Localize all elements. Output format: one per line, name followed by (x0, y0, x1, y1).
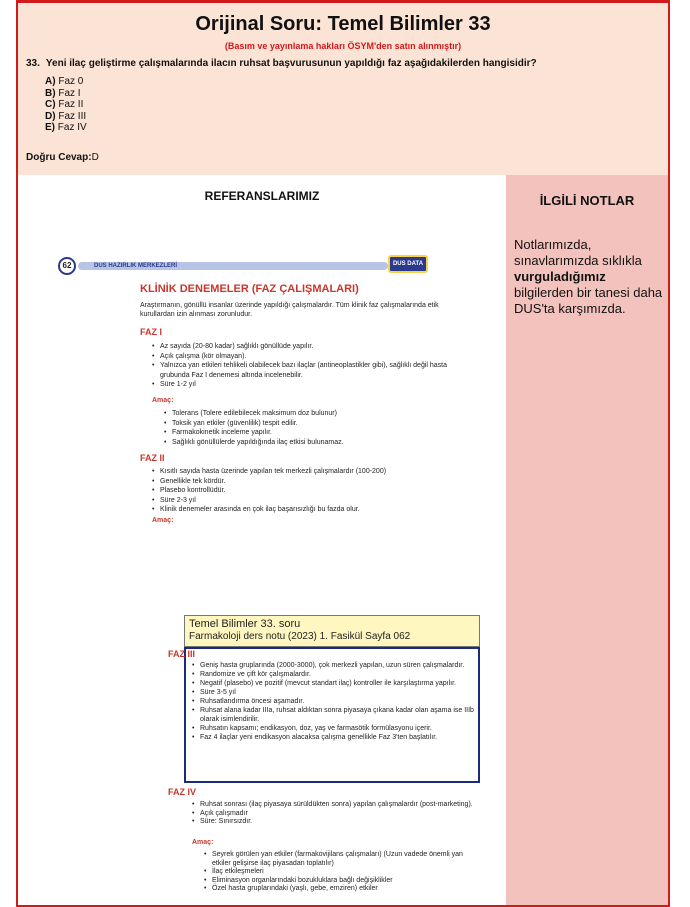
list-item: • Farmakokinetik inceleme yapılır. (164, 428, 454, 438)
option-letter: E) (45, 122, 55, 133)
list-item: • Ruhsatın kapsamı; endikasyon, doz, yaş ve farmasötik formülasyonu içerir. (192, 724, 474, 733)
list-item: • Ruhsat sonrası (ilaç piyasaya sürüldükten sonra) yapılan çalışmalardır (post-marketing). (192, 801, 474, 810)
notes-title: İLGİLİ NOTLAR (539, 193, 635, 208)
textbook-page (58, 255, 474, 892)
option-letter: C) (45, 99, 56, 110)
faz1-goals (164, 409, 454, 447)
list-item: • Açık çalışma (kör olmayan). (152, 352, 452, 362)
list-item: • Eliminasyon organlarındaki bozukluklara bağlı değişiklikler (204, 877, 474, 886)
faz4-goals (204, 851, 474, 894)
faz1-title: FAZ I (140, 327, 162, 337)
reference-callout (184, 615, 480, 647)
correct-answer (26, 152, 99, 163)
notes-text-emphasis: vurguladığımız (514, 269, 606, 284)
list-item: • Ruhsat alana kadar IIIa, ruhsat aldıktan sonra piyasaya çıkana kadar olan aşama ise IIIb olarak isimlendirilir. (192, 706, 474, 724)
page-title: Orijinal Soru: Temel Bilimler 33 (195, 13, 491, 35)
faz1-list (152, 342, 452, 390)
faz2-title: FAZ II (140, 453, 165, 463)
list-item: • Geniş hasta gruplarında (2000-3000), çok merkezli yapılan, uzun süren çalışmalardır. (192, 661, 474, 670)
notes-text (514, 237, 664, 317)
option-letter: A) (45, 76, 56, 87)
option-letter: D) (45, 110, 56, 122)
list-item: • Özel hasta gruplarındaki (yaşlı, gebe, emziren) etkiler (204, 885, 474, 894)
faz4-title: FAZ IV (168, 787, 197, 797)
list-item: • Kısıtlı sayıda hasta üzerinde yapılan tek merkezli çalışmalardır (100-200) (152, 467, 452, 477)
list-item: • Plasebo kontrollüdür. (152, 486, 452, 496)
option-text: Faz I (58, 87, 81, 99)
question-section (18, 3, 668, 175)
page-frame (16, 0, 670, 907)
list-item: • Randomize ve çift kör çalışmalardır. (192, 670, 474, 679)
faz2-goal-label: Amaç: (152, 517, 174, 524)
list-item: • Açık çalışmadır (192, 810, 474, 819)
faz2-list (152, 467, 452, 515)
question-text (26, 58, 537, 69)
answer-options (45, 76, 87, 134)
faz4-goal-label: Amaç: (192, 839, 214, 846)
list-item: • Yalnızca yan etkileri tehlikeli olabilecek bazı ilaçlar (antineoplastikler gibi), sağlıklı değil hasta grubunda Faz I denemesi altında incelenebilir. (152, 361, 452, 380)
notes-text-part: bilgilerden bir tanesi daha DUS'ta karşımızda. (514, 285, 663, 316)
option-text: Faz III (58, 110, 87, 122)
faz3-list (192, 661, 474, 742)
list-item: • Az sayıda (20-80 kadar) sağlıklı gönüllüde yapılır. (152, 342, 452, 352)
option-text: Faz 0 (58, 76, 84, 87)
list-item: • Ruhsatlandırma öncesi aşamadır. (192, 697, 474, 706)
list-item: • Negatif (plasebo) ve pozitif (mevcut standart ilaç) kontroller ile karşılaştırma yapılır. (192, 679, 474, 688)
question-number: 33. (26, 58, 40, 69)
references-title: REFERANSLARIMIZ (204, 189, 320, 203)
list-item: • Genellikle tek kördür. (152, 477, 452, 487)
list-item: • Süre 2-3 yıl (152, 496, 452, 506)
option-b[interactable] (45, 88, 87, 100)
option-letter: B) (45, 87, 56, 99)
faz4-list (192, 801, 474, 827)
page-intro: Araştırmanın, gönüllü insanlar üzerinde yapıldığı çalışmalardır. Tüm klinik faz çalışmalarında etik kurullardan izin alınması zorunludur. (140, 302, 439, 318)
option-a[interactable] (45, 76, 87, 88)
list-item: • Süre: Sınırsızdır. (192, 818, 474, 827)
list-item: • Tolerans (Tolere edilebilecek maksimum doz bulunur) (164, 409, 454, 419)
list-item: • Süre 3-5 yıl (192, 688, 474, 697)
notes-panel (506, 175, 668, 907)
option-c[interactable] (45, 99, 87, 111)
notes-text-part: Notlarımızda, sınavlarımızda sıklıkla (514, 237, 642, 268)
faz3-title: FAZ III (168, 649, 195, 659)
option-e[interactable] (45, 122, 87, 134)
page-band-label: DUS HAZIRLIK MERKEZLERİ (94, 263, 177, 269)
page-heading: KLİNİK DENEMELER (FAZ ÇALIŞMALARI) (140, 283, 359, 295)
callout-source: Farmakoloji ders notu (2023) 1. Fasikül Sayfa 062 (189, 631, 411, 642)
list-item: • Toksik yan etkiler (güvenlilik) tespit edilir. (164, 419, 454, 429)
references-panel (18, 175, 506, 907)
list-item: • Klinik denemeler arasında en çok ilaç başarısızlığı bu fazda olur. (152, 505, 452, 515)
option-text: Faz IV (57, 122, 87, 133)
list-item: • Seyrek görülen yan etkiler (farmakovijilans çalışmaları) (Uzun vadede önemli yan etkiler gelişirse ilaç piyasadan toplatılır) (204, 851, 474, 868)
list-item: • Faz 4 ilaçlar yeni endikasyon alacaksa çalışma genellikle Faz 3'ten başlatılır. (192, 733, 474, 742)
dus-data-logo: DUS DATA (388, 255, 428, 273)
option-text: Faz II (58, 99, 84, 110)
list-item: • Süre 1-2 yıl (152, 380, 452, 390)
list-item: • İlaç etkileşmeleri (204, 868, 474, 877)
faz1-goal-label: Amaç: (152, 397, 174, 404)
callout-title: Temel Bilimler 33. soru (189, 618, 301, 630)
answer-value: D (91, 152, 99, 163)
page-number: 62 (58, 257, 76, 275)
list-item: • Sağlıklı gönüllülerde yapıldığında ilaç etkisi bulunamaz. (164, 438, 454, 448)
answer-label: Doğru Cevap: (26, 152, 92, 163)
question-stem: Yeni ilaç geliştirme çalışmalarında ilacın ruhsat başvurusunun yapıldığı faz aşağıdakilerden hangisidir? (45, 58, 537, 69)
option-d[interactable] (45, 111, 87, 123)
copyright-note: (Basım ve yayınlama hakları ÖSYM'den satın alınmıştır) (224, 41, 462, 51)
